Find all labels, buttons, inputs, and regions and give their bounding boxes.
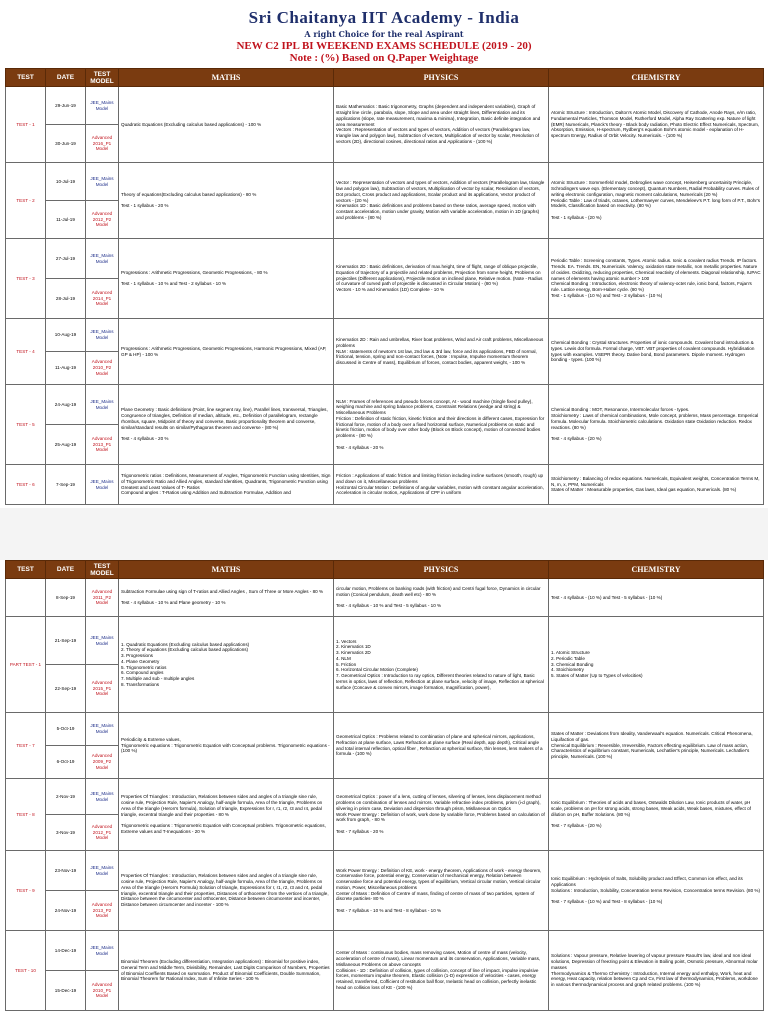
test-name: TEST - 3	[6, 239, 46, 319]
maths-syllabus: Binomial Theorem (Excluding differentiation, Integration applications) : Binomial for positive index, General Term and Middle Term, Divisibility, Remainder, Last Digits Comparison of Numbers, Properties of Binomial Coeffients Based on summation. Product of Binomial Coefficients, Double Summation, Binomial Theorem for Rational Index, Sum of Infinite Series - 100 %	[119, 931, 334, 1011]
test-date: 7-Sep-19	[46, 465, 86, 505]
physics-syllabus: Center of Mass : continuous bodies, mass removing cases, Motion of centre of mass (velocity, acceleration of centre of mass), Linear momentum and its conservation, Applications, Variable mass, Misllaneous Problems on above concepts Collisions - 1D : Definition of collision, types of collision, concept of line of impact, impulse impulsive forces, momentum impulse theorem, Elastic collision (1-D) expression of velocities - cases, energy retained, transferred, Cofficient of restitution ball floor, Inelastic head on collision, perfectly inelastic head on collision loss of KE - (100 %)	[334, 931, 549, 1011]
test-date: 11-Jul-19	[46, 201, 86, 239]
maths-syllabus: Trigonometric ratios : Definitions, Measurement of Angles, Trigonometric Function using Identities, Sign of Trigonometric Ratio and Allied Angles, standard Identities, Quadrants, Trigonometric Function using Greatest and Least Values of T- Ratios Compound angles : T-Ratios using Addition and Subtraction Formulae, Addition and	[119, 465, 334, 505]
test-name: TEST - 6	[6, 465, 46, 505]
table-row	[6, 931, 764, 971]
test-model: Advanced 2014_P1 Model	[86, 279, 119, 319]
institute-title: Sri Chaitanya IIT Academy - India	[248, 8, 520, 27]
test-model: JEE_Mains Model	[86, 163, 119, 201]
weightage-note: Note : (%) Based on Q.Paper Weightage	[289, 52, 479, 64]
chemistry-syllabus: Chemical Bonding : MOT, Resonance, Intermolecular forces - types. Stoichiometry : Laws of chemical combinations, Mole concept, problems, Mass percentage. Emperical formula. Molecular formula. Stoichiometric calculations. Oxidation state Oxidation reduction. Redox reactions. (80 %) Test - 4 syllabus - (20 %)	[549, 385, 764, 465]
table-row	[6, 385, 764, 425]
test-model: JEE_Mains Model	[86, 319, 119, 352]
chemistry-syllabus: Chemical Bonding : Crystal structures. Properties of ionic compounds. Covalent bond introduction & types. Lewis dot formula. Formal charge, VBT. VBT properties of covalent compounds. Hybridisation types with examples. VSEPR theory. Dative bond, Bond parameters. Dipole moment. Hydrogen bonding - types. (100 %)	[549, 319, 764, 385]
col-header-chemistry: CHEMISTRY	[549, 69, 764, 87]
maths-syllabus: Progressions : Arithmetic Progressions, Geometric Progressions, - 80 % Test - 1 syllabus - 10 % and Test - 2 syllabus - 10 %	[119, 239, 334, 319]
test-model: Advanced 2009_P2 Model	[86, 746, 119, 779]
col-header-test: TEST	[6, 561, 46, 579]
schedule-table-body	[6, 87, 764, 505]
chemistry-syllabus: States of Matter : Deviations from Ideality, Vanderwaal's equation. Numericals. Critical Phenomena, Liquifaction of gas. Chemical Equilibrium : Reversible, Irreversible, Factors effecting equilibrium. Law of mass action, Characteristics of equilibrium constant, Numericals, Lechatlier's principle, Numericals. Lechatlier's principle, Numericals. (100 %)	[549, 713, 764, 779]
test-name: TEST - 10	[6, 931, 46, 1011]
test-model: JEE_Mains Model	[86, 87, 119, 125]
col-header-date: DATE	[46, 69, 86, 87]
test-model: Advanced 2016_P1 Model	[86, 125, 119, 163]
test-name: PART TEST - 1	[6, 617, 46, 713]
chemistry-syllabus: Ionic Equilibrium : Theories of acids and bases, Ostwalds Dilution Law, Ionic products of water, pH scale, problems on pH for strong acids, strong bases, Weak acids, Weak bases, mixtures, effect of dilution on pH, Buffer Solutions. (80 %) Test - 7 syllabus - (20 %)	[549, 779, 764, 851]
schedule-title: NEW C2 IPL BI WEEKEND EXAMS SCHEDULE (2019 - 20)	[236, 40, 532, 52]
test-date: 21-Sep-19	[46, 617, 86, 665]
maths-syllabus: Periodicity & Extreme values, Trigonometric equations : Trigonometric Equation with Conceptual problems. Trigonometric equations - (100 %)	[119, 713, 334, 779]
col-header-chemistry: CHEMISTRY	[549, 561, 764, 579]
table-row	[6, 779, 764, 815]
test-date: 10-Jul-19	[46, 163, 86, 201]
physics-syllabus: Basic Mathematics : Basic trigonometry, Graphs (dependent and independent variables), Graph of straight line circle, parabola, slope, Slope and area under straight lines, Differentiation and its applications (slope, rate measurement, maxima & minima), Integration, Basic definite integration and area measurement Vectors : Representation of vectors and types of vectors, Addition of vectors (Parallelogram law, triangle law and polygon law), Subtraction of vectors, Multiplication of vector by scalar, Resolution of vectors (2D), directional cosines, directional ratios and Applications - (100 %)	[334, 87, 549, 163]
table-row	[6, 87, 764, 125]
col-header-maths: MATHS	[119, 69, 334, 87]
col-header-model: TEST MODEL	[86, 561, 119, 579]
test-date: 22-Sep-19	[46, 665, 86, 713]
test-model: Advanced 2012_P1 Model	[86, 815, 119, 851]
test-name: TEST - 8	[6, 779, 46, 851]
test-model: Advanced 2010_P1 Model	[86, 971, 119, 1011]
chemistry-syllabus: Solutions : Vapour pressure, Relative lowering of vapour pressure Raoult's law, ideal and non ideal solutions, Depression of freezing point & Elevation in Boiling point, Osmotic pressure, Abnormal molar masses Thermodynamics & Thermo Chemistry : Introduction, Internal energy and enthalpy, Work, heat and energy, Heat capacity, relation between Cp and Cv, First law of thermodynamics, Problems, workdone in various thermodynamical process and graph related problems. (100 %)	[549, 931, 764, 1011]
col-header-model: TEST MODEL	[86, 69, 119, 87]
test-name: TEST - 9	[6, 851, 46, 931]
table-row	[6, 617, 764, 665]
test-date: 8-Sep-19	[46, 579, 86, 617]
chemistry-syllabus: Stoichiometry : Balancing of redox equations. Numericals, Equivalent weights, Concentration Terms M, N, m, x, PPM, Numericals States of Matter : Measurable properties, Gas laws, Ideal gas equation, Numericals. (80 %)	[549, 465, 764, 505]
test-model: Advanced 2015_P1 Model	[86, 665, 119, 713]
table-row	[6, 851, 764, 891]
chemistry-syllabus: 1. Atomic Structure 2. Periodic Table 3. Chemical Bonding 4. Stoichiometry 5. States of Matter (Up to Types of velocities)	[549, 617, 764, 713]
chemistry-syllabus: Test - 4 syllabus - (10 %) and Test - 5 syllabus - (10 %)	[549, 579, 764, 617]
test-name	[6, 579, 46, 617]
schedule-page-2	[0, 560, 768, 1024]
test-model: Advanced 2010_P2 Model	[86, 352, 119, 385]
col-header-physics: PHYSICS	[334, 69, 549, 87]
test-model: Advanced 2012_P2 Model	[86, 201, 119, 239]
test-date: 10-Aug-19	[46, 319, 86, 352]
test-date: 3-Nov-19	[46, 815, 86, 851]
schedule-table-body	[6, 579, 764, 1011]
maths-syllabus: Subtraction Formulae using sign of T-ratios and Allied Angles , Sum of Three or More Angles - 80 % Test - 4 syllabus - 10 % and Plane geometry - 10 %	[119, 579, 334, 617]
physics-syllabus: NLM : Frames of references and pseudo forces concept, At - wood machine (Single fixed pulley), weighing machine and spring balance problems, Constraint Relations (wedge and string) & Miscellaneous Problems Friction : Definition of static friction, kinetic friction and their directions in different cases, Expression for frictional force, motion of a body over a fixed horizontal surface, Numerical problems on static and kinetic friction, motion of body over other body (Block on Block concept), motion of connected bodies problems - (80 %) Test - 4 syllabus - 20 %	[334, 385, 549, 465]
test-model: JEE_Mains Model	[86, 617, 119, 665]
document-header	[0, 0, 768, 64]
col-header-test: TEST	[6, 69, 46, 87]
test-name: TEST - 1	[6, 87, 46, 163]
test-date: 6-Oct-19	[46, 746, 86, 779]
physics-syllabus: Work Power Energy : Definition of KE, work - energy theorem, Applications of work - energy theorem, Conservative force, potential energy, Conservation of mechanical energy, Relation between conservative force and potential energy, types of equilibrium, Vertical circular motion, Vertical circular motion, Power, Miscellaneous problems Center of Mass : Definition of Centre of mass, finding of centre of mass of two particles, system of discrete particles- 80 % Test - 7 syllabus - 10 % and Test - 8 syllabus - 10 %	[334, 851, 549, 931]
table-row	[6, 319, 764, 352]
physics-syllabus: 1. Vectors 2. Kinematics 1D 3. Kinematics 2D 4. NLM 5. Friction 6. Horizontal Circular Motion (Complete) 7. Geometrical Optics : Introduction to ray optics, Different theories related to nature of light, Basic terms in optics, laws of reflection, Reflection at plane surface, velocity of image, Reflection at spherical surface (Concave & convex mirrors, image formation, magnification, power),	[334, 617, 549, 713]
table-header-row	[6, 69, 764, 87]
physics-syllabus: Kinematics 2D : Basic definitions, derivation of max.height, time of flight, range of oblique projectile, Equation of trajectory of a projectile and related problems, Projection from some height, Problems on projectiles (Different applications), Projectile motion on inclined plane, Relative motion. (Note - Radius of curvature of curved path of projectile is discussed in Circular Motion) - (80 %) Vectors - 10 % and Kinematics (1D) Complete - 10 %	[334, 239, 549, 319]
test-date: 24-Aug-19	[46, 385, 86, 425]
table-row	[6, 579, 764, 617]
test-date: 27-Jul-19	[46, 239, 86, 279]
institute-tagline: A right Choice for the real Aspirant	[304, 29, 464, 39]
table-row	[6, 239, 764, 279]
chemistry-syllabus: Ionic Equilibrium : Hydrolysis of Salts, Solubility product and Effect, Common ion effect, and its Applications Solutions : Introduction, Solubility, Concentration terms Revision, Concentration terms Revision. (80 %) Test - 7 syllabus - (10 %) and Test - 8 syllabus - (10 %)	[549, 851, 764, 931]
col-header-date: DATE	[46, 561, 86, 579]
test-model: JEE_Mains Model	[86, 385, 119, 425]
chemistry-syllabus: Periodic Table : Screening constants, Types. Atomic radius. Ionic & covalent radius Trends. IP factors. Trends. EA. Trends. EN, Numericals. Valency, oxidation state metallic, non metallic properties. Nature of oxides. Oxidizing, reducing properties, Chemical reactivity of elements. Diagonal relationship, IUPAC names of elements having atomic number > 100 Chemical Bonding : Introduction, electronic theory of valency-octet rule, ionic bond, factors, Fajan's rule. Lattice energy, Born-Haber cycle. (80 %) Test - 1 syllabus - (10 %) and Test - 2 syllabus - (10 %)	[549, 239, 764, 319]
col-header-maths: MATHS	[119, 561, 334, 579]
test-date: 28-Jul-19	[46, 279, 86, 319]
maths-syllabus: Quadratic Equations (Excluding calculus based applications) - 100 %	[119, 87, 334, 163]
chemistry-syllabus: Atomic Structure : Introduction, Dalton's Atomic Model, Discovery of Cathode, Anode Rays, e/m ratio, Fundamental Particles, Thomson Model, Rutherford Model, Alpha Ray Scattering exp. Nature of light (EMR) Numericals, Planck's theory - Black body radiation, Photo Electric Effect Numericals, Spectrum, Absorption, Emission, H-spectrum, Rydberg's equation Bohr's atomic model - explanation of H-spectrum Energy, Radius of Orbit Velocity. Numericals. - (100 %)	[549, 87, 764, 163]
test-name: TEST - 5	[6, 385, 46, 465]
maths-syllabus: Progressions : Arithmetic Progressions, Geometric Progressions, Harmonic Progressions, Mixed (AP, GP & HP) - 100 %	[119, 319, 334, 385]
test-model: JEE_Mains Model	[86, 779, 119, 815]
test-date: 29-Jun-19	[46, 87, 86, 125]
test-model: JEE_Mains Model	[86, 931, 119, 971]
test-date: 24-Nov-19	[46, 891, 86, 931]
col-header-physics: PHYSICS	[334, 561, 549, 579]
physics-syllabus: Geometrical Optics : power of a lens, cutting of lenses, silvering of lenses, lens displacement method problems on combination of lenses and mirrors. Variable refractive index problems, prism (i-d graph), silvering in prism case, Deviation and dispersion through prism, Misllaneous on Optics Work Power Energy : Definition of work, work done by variable force, Problems based on calculation of work from graph, - 80 % Test - 7 syllabus - 20 %	[334, 779, 549, 851]
test-model: JEE_Mains Model	[86, 851, 119, 891]
schedule-table	[5, 68, 764, 505]
table-row	[6, 713, 764, 746]
test-date: 25-Aug-19	[46, 425, 86, 465]
maths-syllabus: 1. Quadratic Equations (Excluding calculus based applications) 2. Theory of equations (Excluding calculus based applications) 3. Progressions 4. Plane Geometry 5. Trigonometric ratios 6. Compound angles 7. Multiple and sub - multiple angles 8. Transformations	[119, 617, 334, 713]
test-date: 23-Nov-19	[46, 851, 86, 891]
test-model: Advanced 2013_P2 Model	[86, 891, 119, 931]
physics-syllabus: Geometrical Optics : Problems related to combination of plane and spherical mirrors, applications, Refraction at plane surface, Laws Refraction at plane surface (Real depth, app depth), Critical angle and total internal reflection, optical fiber , Refraction at spherical surface, thin lenses, lens makers of a formula - (100 %)	[334, 713, 549, 779]
maths-syllabus: Properties Of Triangles : Introduction, Relations between sides and angles of a triangle sine rule, cosine rule, Projection Rule, Napier's Analogy, half-angle formula, Area of the triangle, Problems on Area of the triangle (Heron's formula), Solution of triangle, Expressions for r, r1, r2, r3 and r4, pedal triangle, excentral triangle and their properties - 80 % Trigonometric equations : Trigonometric Equation with Conceptual problem. Trigonometric equations, Extreme values and T-Inequations - 20 %	[119, 779, 334, 851]
table-row	[6, 465, 764, 505]
physics-syllabus: Kinematics 2D : Rain and umbrellas, River boat problems, Wind and Air craft problems, Miscellaneous problems NLM : statements of newton's 1st law, 2nd law & 3rd law, force and its applications, FBD of normal, frictional, tension, spring and non-contact forces, (Note : Impulse, Impulse momentum theorem discussed in Centre of mass), Equilibrium of forces, contact bodies, apparent weight, - 100 %	[334, 319, 549, 385]
schedule-table	[5, 560, 764, 1011]
maths-syllabus: Plane Geometry : Basic definitions (Point, line segment ray, line), Parallel lines, transversal, Triangles, Congruence of triangles, Definition of median, altitude, etc., Definition of parallelogram, rectangle rhombus, square, Midpoint of theory and converse, Basic proportionality theorem and converse, similar/standard results on similar/Pythagoras theorem and converse - (80 %) Test - 4 syllabus - 20 %	[119, 385, 334, 465]
test-date: 15-Dec-19	[46, 971, 86, 1011]
test-name: TEST - 7	[6, 713, 46, 779]
maths-syllabus: Properties Of Triangles : Introduction, Relations between sides and angles of a triangle sine rule, cosine rule, Projection Rule, Napier's Analogy, half-angle formula, Area of the triangle, Problems on Area of the triangle (Heron's Formula) Solution of triangle, Expressions for r, r1, r2, r3 and r4, pedal triangle, excentral triangle and their properties, Distances of orthocenter from the vertices of a triangle, Distance between the circumcenter and orthocenter, Distance between circumcenter and incenter, Distance between circumcenter and incenter - 100 %	[119, 851, 334, 931]
test-date: 14-Dec-19	[46, 931, 86, 971]
table-header-row	[6, 561, 764, 579]
schedule-page-1	[0, 0, 768, 508]
physics-syllabus: Friction : Applications of static friction and limiting friction including incline surfaces (smooth, rough) up and down on it, Miscellaneous problems Horizontal Circular Motion : Definitions of angular variables, motion with constant angular acceleration, Acceleration in circular motion, Applications of CPF in uniform	[334, 465, 549, 505]
test-model: Advanced 2011_P2 Model	[86, 579, 119, 617]
test-model: JEE_Mains Model	[86, 465, 119, 505]
test-date: 2-Nov-19	[46, 779, 86, 815]
test-date: 11-Aug-19	[46, 352, 86, 385]
page-gap	[0, 508, 768, 560]
maths-syllabus: Theory of equations(Excluding calculus based applications) - 80 % Test - 1 syllabus - 20 %	[119, 163, 334, 239]
physics-syllabus: Vector : Representation of vectors and types of vectors, Addition of vectors (Parallelogram law, triangle law and polygon law), Subtraction of vectors, Multiplication of vector by scalar, Resolution of vectors, Dot product, Cross product and applications, Scalar product and its applications, Vector product of vectors - (20 %) Kinematics 1D : Basic definitions and problems based on these ratios, average speed, motion with constant acceleration, motion under gravity, Motion with variable acceleration, motion in 1D (graphs) and problems - (80 %)	[334, 163, 549, 239]
test-name: TEST - 4	[6, 319, 46, 385]
physics-syllabus: circular motion, Problems on banking roads (with friction) and Centri fugal force, Dynamics in circular motion (Conical pendulum, death well etc) - 80 % Test - 4 syllabus - 10 % and Test - 5 syllabus - 10 %	[334, 579, 549, 617]
test-name: TEST - 2	[6, 163, 46, 239]
chemistry-syllabus: Atomic Structure : Sommerfeld model, Debroglies wave concept, Heisenberg uncertainity Principle, Schrodingers wave eqn. (Elementary concept), Quantum Numbers, Radial Probability curves. Rules of writing electronic configuration, magnetic moment calculations, Numericals (20 %) Periodic Table : Law of triads, octaves, Lothermaeyer curves, Mendeleev's P.T. long form of P.T., Bohr's Models, Classification based on reactivity. (80 %) Test - 1 syllabus - (20 %)	[549, 163, 764, 239]
test-model: Advanced 2013_P1 Model	[86, 425, 119, 465]
table-row	[6, 163, 764, 201]
test-model: JEE_Mains Model	[86, 713, 119, 746]
test-date: 5-Oct-19	[46, 713, 86, 746]
test-model: JEE_Mains Model	[86, 239, 119, 279]
test-date: 30-Jun-19	[46, 125, 86, 163]
